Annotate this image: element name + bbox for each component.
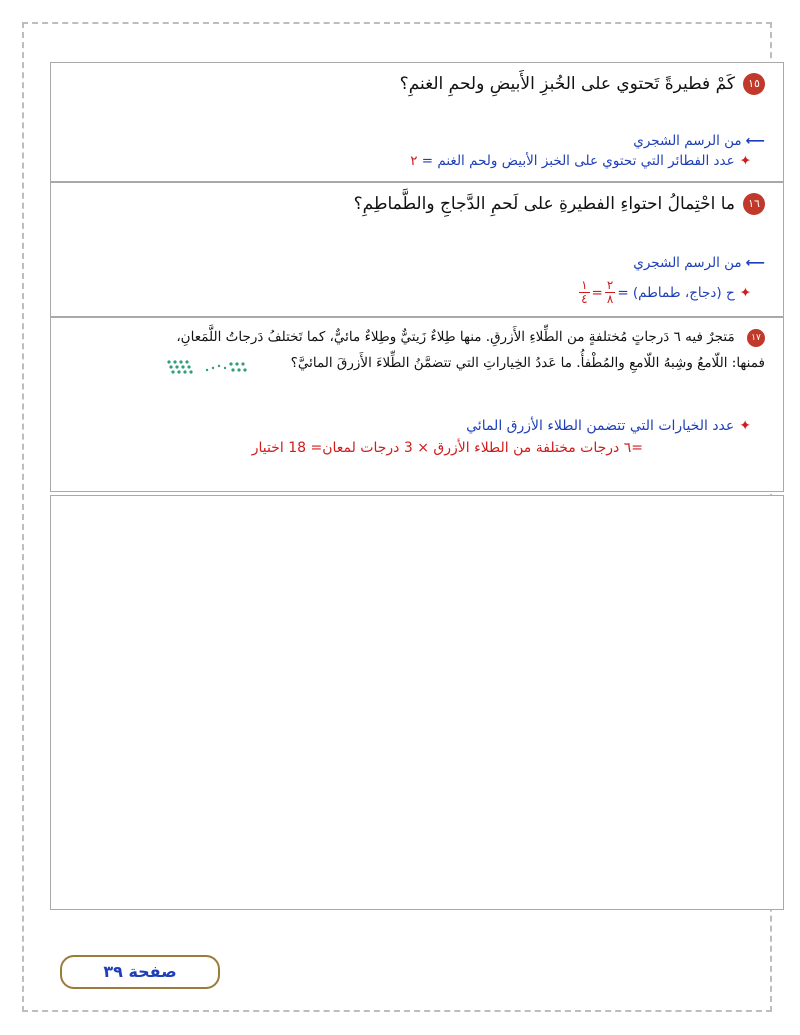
question-16-text-row — [69, 193, 765, 215]
question-16-panel — [50, 182, 784, 317]
question-17-number-badge: ١٧ — [747, 329, 765, 347]
star-icon: ✦ — [739, 418, 751, 434]
question-16-tree-label: من الرسم الشجري — [633, 255, 742, 271]
question-15-tree-line — [633, 133, 765, 149]
page-number-text: صفحة ٣٩ — [103, 962, 177, 981]
page-number-badge — [60, 955, 220, 989]
question-17-line-1 — [69, 324, 765, 350]
fraction-denominator: ٨ — [606, 292, 614, 306]
blank-answer-panel — [50, 495, 784, 910]
watermark-logo-dots — [161, 356, 261, 378]
question-15-answer-label: عدد الفطائر التي تحتوي على الخبز الأبيض ولحم الغنم = — [421, 153, 735, 169]
question-15-number-badge: ١٥ — [743, 73, 765, 95]
question-16-answer-label: ح (دجاج، طماطم) = — [617, 284, 735, 301]
fraction-1-over-4 — [579, 279, 589, 306]
question-15-answer — [410, 153, 751, 169]
fraction-2-over-8 — [605, 279, 615, 306]
arrow-icon: ⟵ — [745, 255, 765, 271]
question-15-panel — [50, 62, 784, 182]
question-16-answer — [577, 279, 751, 306]
question-17-panel — [50, 317, 784, 492]
fraction-numerator: ١ — [581, 278, 588, 292]
fraction-numerator: ٢ — [606, 278, 614, 292]
question-17-answer-heading — [466, 418, 751, 434]
question-17-answer-calc: =٦ درجات مختلفة من الطلاء الأزرق × 3 درجات لمعان= 18 اختيار — [251, 440, 643, 456]
question-15-tree-label: من الرسم الشجري — [633, 133, 742, 149]
question-16-tree-line — [633, 255, 765, 271]
fraction-denominator: ٤ — [581, 292, 588, 306]
question-17-answer-label: عدد الخيارات التي تتضمن الطلاء الأزرق المائي — [466, 418, 735, 434]
star-icon: ✦ — [739, 284, 751, 301]
arrow-icon: ⟵ — [745, 133, 765, 149]
question-17-text-line-1: مَتجرٌ فيه ٦ دَرجاتٍ مُختلفةٍ من الطِّلاءِ الأَزرقِ. منها طِلاءٌ زَيتيٌّ وطِلاءٌ مائيٌّ، كما تَختلفُ دَرجاتُ اللَّمَعانِ، — [176, 329, 735, 345]
question-15-text-row — [69, 73, 765, 95]
question-16-text: ما احْتِمالُ احتواءِ الفطيرةِ على لَحمِ الدَّجاجِ والطَّماطِمِ؟ — [353, 194, 735, 214]
question-15-answer-value: ٢ — [410, 153, 418, 169]
question-17-text-line-2: فمنها: اللّامعُ وشِبهُ اللّامعِ والمُطْفأُ. ما عَددُ الخِياراتِ التي تتضمَّنُ الطِّلاءَ الأَزرقَ المائيَّ؟ — [290, 355, 765, 371]
equals-sign: = — [591, 284, 603, 301]
star-icon: ✦ — [739, 153, 751, 169]
question-15-text: كَمْ فطيرةً تَحتوي على الخُبزِ الأَبيضِ ولحمِ الغنمِ؟ — [399, 74, 735, 94]
question-16-number-badge: ١٦ — [743, 193, 765, 215]
